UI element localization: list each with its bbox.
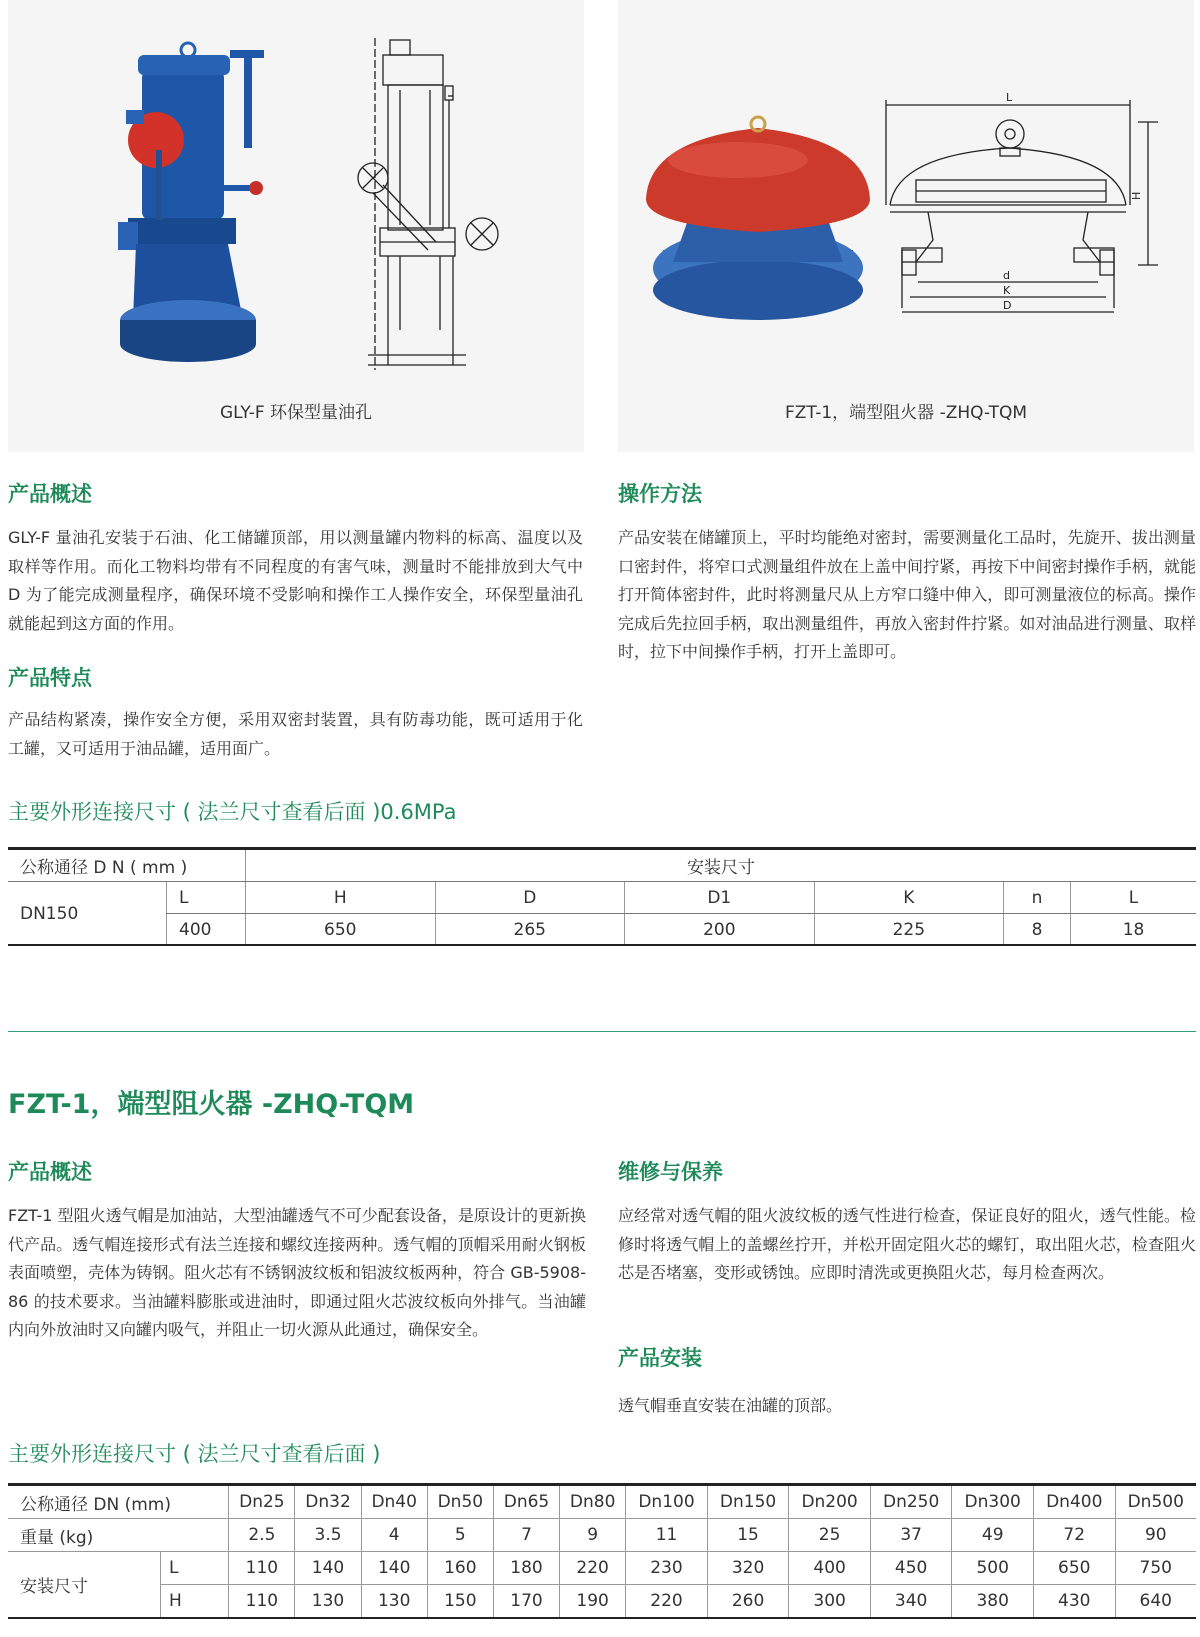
- table-header-install: 安装尺寸: [246, 850, 1197, 882]
- table-cell: 260: [707, 1585, 789, 1618]
- table-col-header: Dn32: [295, 1486, 361, 1519]
- table-cell: 265: [435, 914, 625, 946]
- table-cell: 300: [789, 1585, 871, 1618]
- maintenance-text: 应经常对透气帽的阻火波纹板的透气性进行检查，保证良好的阻火，透气性能。检修时将透气帽上的盖螺丝拧开，并松开固定阻火芯的螺钉，取出阻火芯，检查阻火芯是否堵塞，变形或锈蚀。应即时清洗或更换阻火芯，每月检查两次。: [618, 1206, 1196, 1282]
- fzt-1-illustration: [618, 0, 1194, 452]
- table-cell: 650: [246, 914, 436, 946]
- table-label-dn: 公称通径 DN (mm): [8, 1486, 229, 1519]
- table-col-header: Dn80: [560, 1486, 626, 1519]
- table-cell: 11: [626, 1519, 708, 1552]
- table-col-header: L: [167, 882, 246, 914]
- overview-text-2: FZT-1 型阻火透气帽是加油站，大型油罐透气不可少配套设备，是原设计的更新换代产品。透气帽连接形式有法兰连接和螺纹连接两种。透气帽的顶帽采用耐火钢板表面喷塑，壳体为铸钢。阻火芯有不锈钢波纹板和铝波纹板两种，符合 GB-5908-86 的技术要求。当油罐料膨胀或进油时，即通过阻火芯波纹板向外排气。当油罐内向外放油时又向罐内吸气，并阻止一切火源从此通过，确保安全。: [8, 1206, 586, 1339]
- product-caption-fzt-1: FZT-1，端型阻火器 -ZHQ-TQM: [784, 403, 1028, 423]
- table-cell: 18: [1071, 914, 1196, 946]
- features-text: 产品结构紧凑，操作安全方便，采用双密封装置，具有防毒功能，既可适用于化工罐，又可适用于油品罐，适用面广。: [8, 710, 583, 758]
- overview-heading-1: 产品概述: [8, 482, 92, 506]
- dim-label-K: K: [1003, 284, 1011, 297]
- dim-label-d: d: [1003, 269, 1010, 282]
- product-caption-gly-f: GLY-F 环保型量油孔: [219, 403, 373, 423]
- table-cell: 450: [870, 1552, 952, 1585]
- product-image-panel-fzt-1: [618, 0, 1194, 452]
- section-divider: [8, 1031, 1196, 1032]
- table-cell: 180: [493, 1552, 559, 1585]
- table-cell: 340: [870, 1585, 952, 1618]
- table-cell: 110: [229, 1585, 295, 1618]
- fzt-1-photo: [646, 117, 870, 320]
- table-col-header: D1: [625, 882, 815, 914]
- table-col-header: Dn100: [626, 1486, 708, 1519]
- table-col-header: Dn150: [707, 1486, 789, 1519]
- table-header-dn: 公称通径 D N ( mm ): [8, 850, 246, 882]
- table-cell: 49: [952, 1519, 1034, 1552]
- table-cell: 3.5: [295, 1519, 361, 1552]
- table-cell: 160: [427, 1552, 493, 1585]
- dim-label-H: H: [1130, 191, 1143, 200]
- gly-f-line-drawing: [358, 38, 498, 370]
- overview-heading-2: 产品概述: [8, 1160, 92, 1184]
- table-col-header: Dn500: [1115, 1486, 1196, 1519]
- operation-text: 产品安装在储罐顶上，平时均能绝对密封，需要测量化工品时，先旋开、拔出测量口密封件，将窄口式测量组件放在上盖中间拧紧，再按下中间密封操作手柄，就能打开简体密封件，此时将测量尺从上方窄口缝中伸入，即可测量液位的标高。操作完成后先拉回手柄，取出测量组件，再放入密封件拧紧。如对油品进行测量、取样时，拉下中间操作手柄，打开上盖即可。: [618, 528, 1196, 661]
- table-col-header: H: [246, 882, 436, 914]
- table-bottom-rule-2: [8, 1617, 1196, 1619]
- table-cell: 90: [1115, 1519, 1196, 1552]
- install-heading: 产品安装: [618, 1346, 702, 1370]
- table-cell: 37: [870, 1519, 952, 1552]
- dimension-table-gly-f: [8, 850, 1196, 946]
- table-label-install: 安装尺寸: [8, 1552, 161, 1618]
- table-cell: 130: [295, 1585, 361, 1618]
- table-cell: 110: [229, 1552, 295, 1585]
- table-title-2: 主要外形连接尺寸 ( 法兰尺寸查看后面 ): [8, 1442, 381, 1466]
- table-label-l: L: [161, 1552, 229, 1585]
- table-cell: 130: [361, 1585, 427, 1618]
- table-col-header: n: [1004, 882, 1071, 914]
- table-cell: 320: [707, 1552, 789, 1585]
- table-label-h: H: [161, 1585, 229, 1618]
- table-col-header: Dn300: [952, 1486, 1034, 1519]
- gly-f-illustration: [8, 0, 584, 452]
- table-cell: 140: [361, 1552, 427, 1585]
- features-heading: 产品特点: [8, 666, 92, 690]
- dim-label-D: D: [1003, 299, 1012, 312]
- table-cell: 650: [1033, 1552, 1115, 1585]
- table-cell: 7: [493, 1519, 559, 1552]
- table-row-label-dn150: DN150: [8, 882, 167, 946]
- table-title-1: 主要外形连接尺寸 ( 法兰尺寸查看后面 )0.6MPa: [8, 800, 457, 824]
- table-col-header: Dn40: [361, 1486, 427, 1519]
- table-cell: 220: [560, 1552, 626, 1585]
- table-cell: 2.5: [229, 1519, 295, 1552]
- install-text: 透气帽垂直安装在油罐的顶部。: [618, 1396, 843, 1415]
- table-cell: 430: [1033, 1585, 1115, 1618]
- table-cell: 4: [361, 1519, 427, 1552]
- table-cell: 500: [952, 1552, 1034, 1585]
- table-col-header: Dn25: [229, 1486, 295, 1519]
- table-cell: 400: [789, 1552, 871, 1585]
- section-title-fzt-1: FZT-1，端型阻火器 -ZHQ-TQM: [8, 1089, 415, 1120]
- gly-f-photo: [118, 43, 264, 362]
- table-cell: 225: [814, 914, 1004, 946]
- product-image-panel-gly-f: [8, 0, 584, 452]
- dimension-table-fzt-1: [8, 1486, 1196, 1618]
- table-bottom-rule-1: [8, 944, 1196, 946]
- maintenance-heading: 维修与保养: [618, 1160, 723, 1184]
- table-col-header: Dn200: [789, 1486, 871, 1519]
- table-cell: 8: [1004, 914, 1071, 946]
- table-cell: 400: [167, 914, 246, 946]
- table-cell: 5: [427, 1519, 493, 1552]
- table-label-weight: 重量 (kg): [8, 1519, 229, 1552]
- table-cell: 190: [560, 1585, 626, 1618]
- table-cell: 640: [1115, 1585, 1196, 1618]
- table-cell: 15: [707, 1519, 789, 1552]
- table-col-header: Dn65: [493, 1486, 559, 1519]
- table-col-header: Dn250: [870, 1486, 952, 1519]
- dim-label-L: L: [1006, 91, 1013, 104]
- table-cell: 380: [952, 1585, 1034, 1618]
- table-cell: 170: [493, 1585, 559, 1618]
- table-cell: 750: [1115, 1552, 1196, 1585]
- fzt-1-line-drawing: [886, 100, 1158, 312]
- table-col-header: K: [814, 882, 1004, 914]
- table-col-header: Dn50: [427, 1486, 493, 1519]
- table-cell: 25: [789, 1519, 871, 1552]
- table-cell: 140: [295, 1552, 361, 1585]
- overview-text-1: GLY-F 量油孔安装于石油、化工储罐顶部，用以测量罐内物料的标高、温度以及取样等作用。而化工物料均带有不同程度的有害气味，测量时不能排放到大气中 D 为了能完成测量程序，确保环境不受影响和操作工人操作安全，环保型量油孔就能起到这方面的作用。: [8, 528, 583, 633]
- table-cell: 9: [560, 1519, 626, 1552]
- table-col-header: D: [435, 882, 625, 914]
- table-cell: 220: [626, 1585, 708, 1618]
- operation-heading: 操作方法: [618, 482, 702, 506]
- table-cell: 230: [626, 1552, 708, 1585]
- table-col-header: L: [1071, 882, 1196, 914]
- table-cell: 200: [625, 914, 815, 946]
- table-cell: 150: [427, 1585, 493, 1618]
- table-cell: 72: [1033, 1519, 1115, 1552]
- table-col-header: Dn400: [1033, 1486, 1115, 1519]
